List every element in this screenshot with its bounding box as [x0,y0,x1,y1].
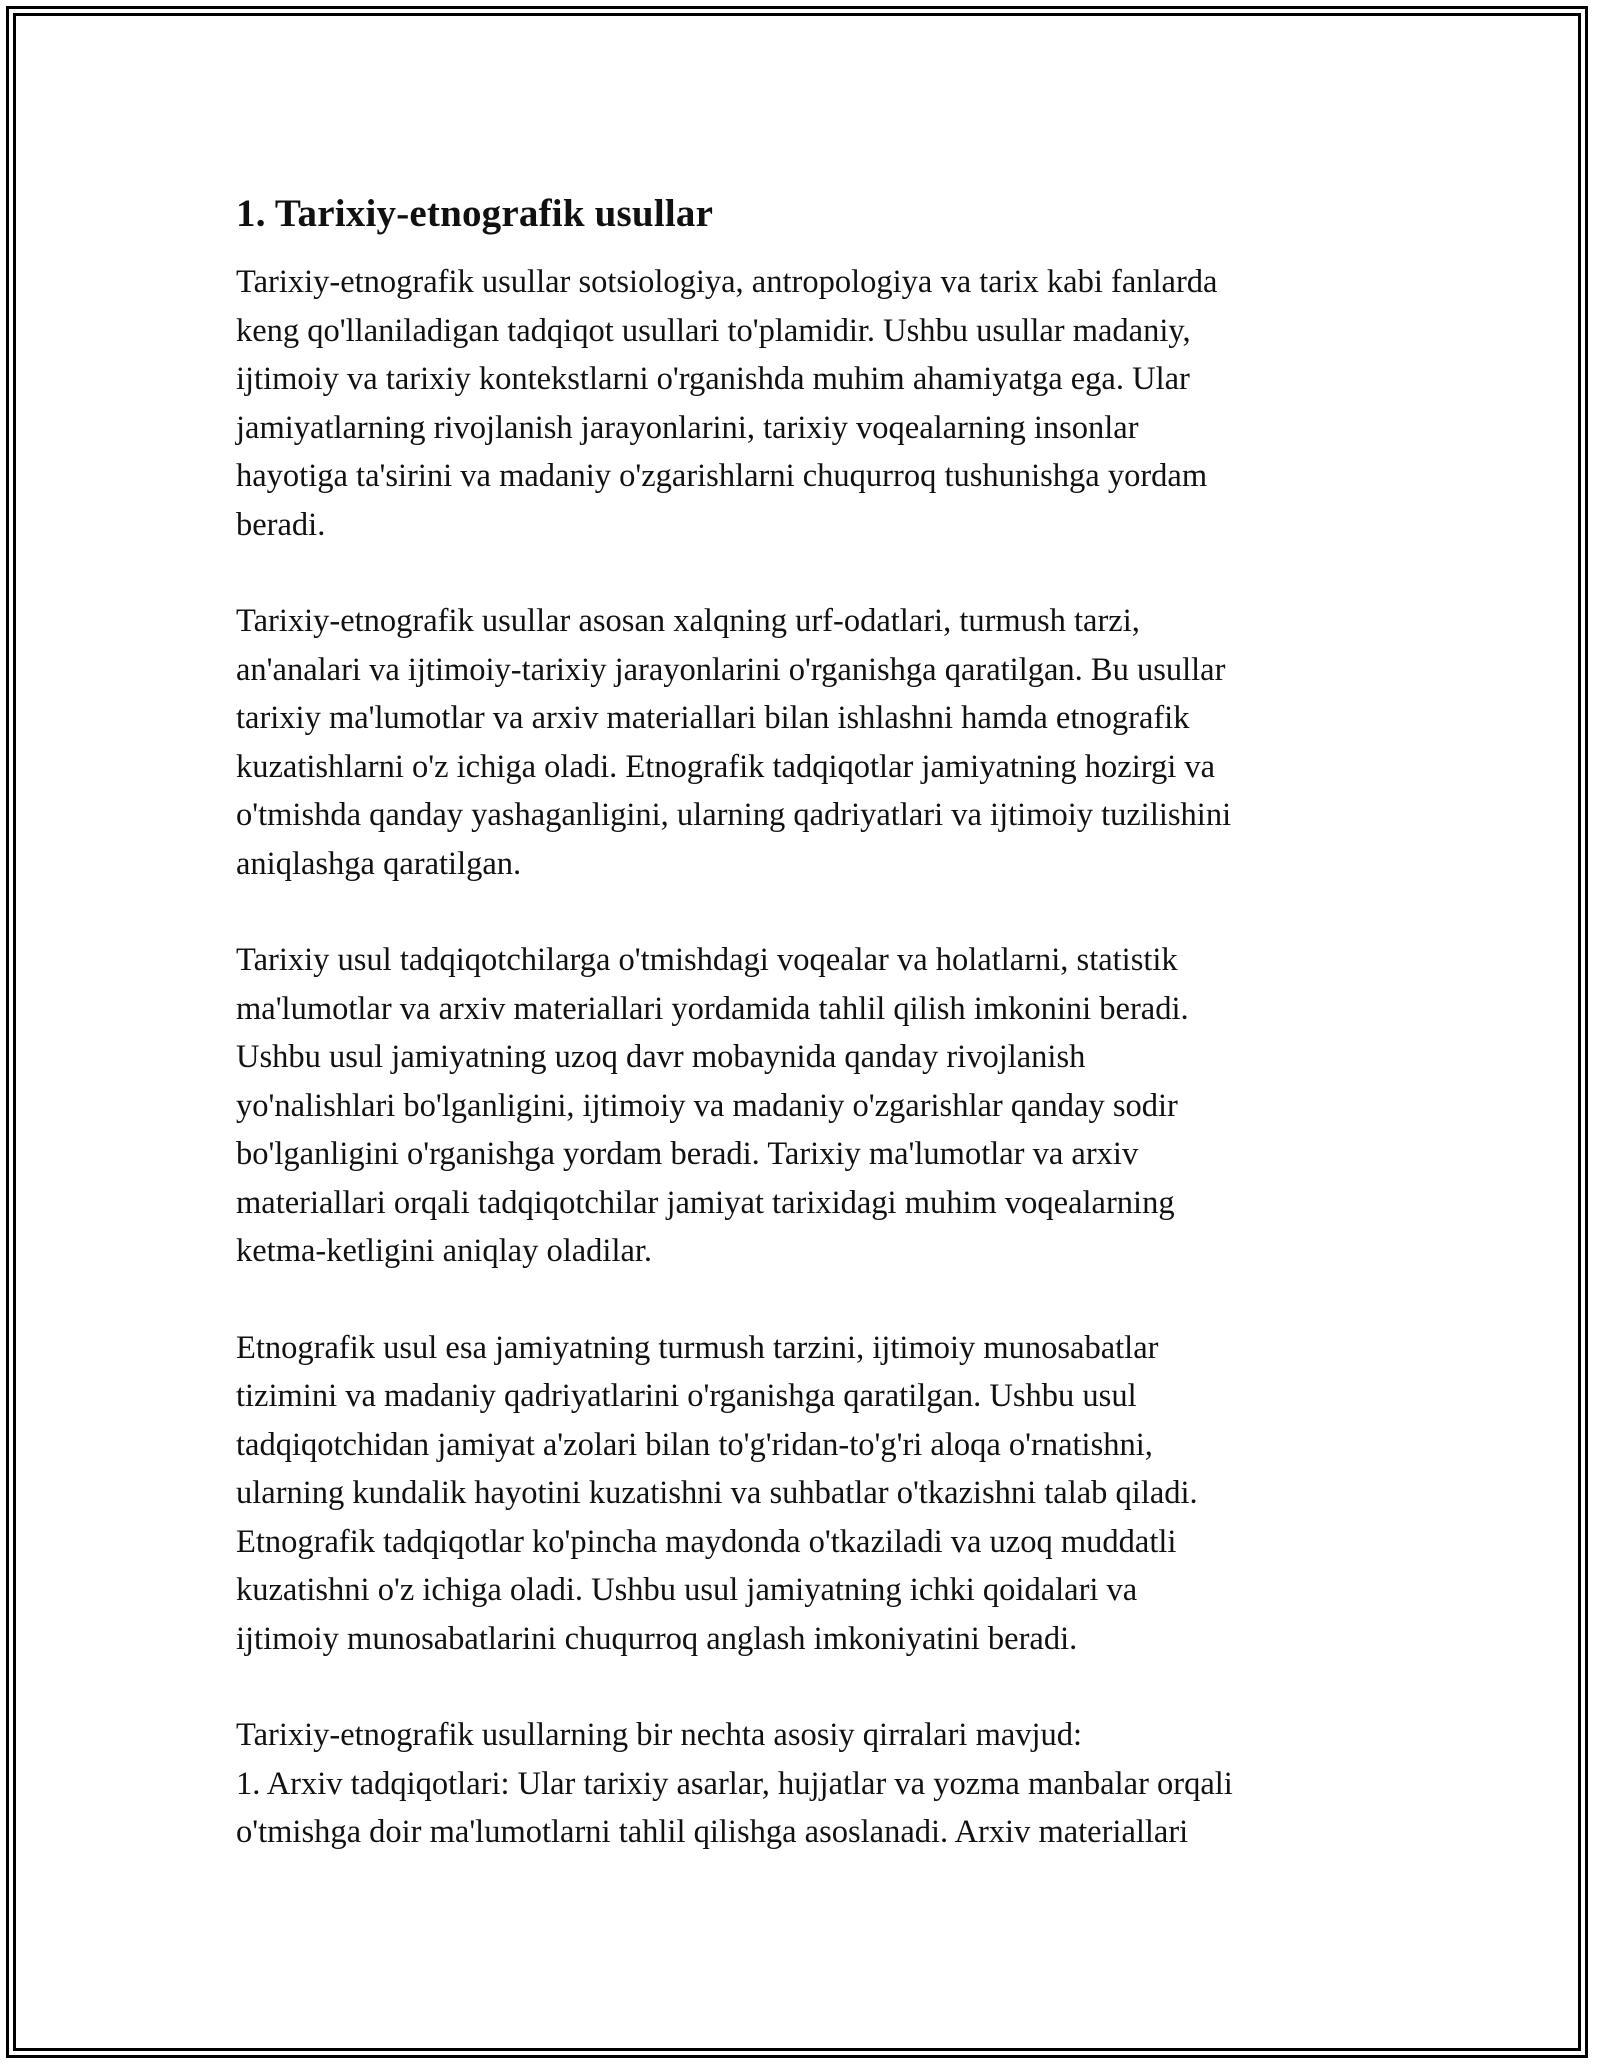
paragraph-aspects-list: Tarixiy-etnografik usullarning bir nechta asosiy qirralari mavjud: 1. Arxiv tadqiqotlari: Ular tarixiy asarlar, hujjatlar va yozma manbalar orqali o'tmishga doir ma'lumotlarni tahlil qilishga asoslanadi. Arxiv materiallari [236,1717,1233,1850]
document-body [236,186,1376,1857]
paragraph-historical-method: Tarixiy usul tadqiqotchilarga o'tmishdagi voqealar va holatlarni, statistik ma'lumotlar va arxiv materiallari yordamida tahlil qilish imkonini beradi. Ushbu usul jamiyatning uzoq davr mobaynida qanday rivojlanish yo'nalishlari bo'lganligini, ijtimoiy va madaniy o'zgarishlar qanday sodir bo'lganligini o'rganishga yordam beradi. Tarixiy ma'lumotlar va arxiv materiallari orqali tadqiqotchilar jamiyat tarixidagi muhim voqealarning ketma-ketligini aniqlay oladilar. [236,942,1189,1269]
paragraph-customs: Tarixiy-etnografik usullar asosan xalqning urf-odatlari, turmush tarzi, an'analari va ijtimoiy-tarixiy jarayonlarini o'rganishga qaratilgan. Bu usullar tarixiy ma'lumotlar va arxiv materiallari bilan ishlashni hamda etnografik kuzatishlarni o'z ichiga oladi. Etnografik tadqiqotlar jamiyatning hozirgi va o'tmishda qanday yashaganligini, ularning qadriyatlari va ijtimoiy tuzilishini aniqlashga qaratilgan. [236,603,1232,882]
paragraph-intro: Tarixiy-etnografik usullar sotsiologiya, antropologiya va tarix kabi fanlarda keng qo'llaniladigan tadqiqot usullari to'plamidir. Ushbu usullar madaniy, ijtimoiy va tarixiy kontekstlarni o'rganishda muhim ahamiyatga ega. Ular jamiyatlarning rivojlanish jarayonlarini, tarixiy voqealarning insonlar hayotiga ta'sirini va madaniy o'zgarishlarni chuqurroq tushunishga yordam beradi. [236,264,1218,543]
section-heading: 1. Tarixiy-etnografik usullar [236,192,714,235]
paragraph-ethnographic-method: Etnografik usul esa jamiyatning turmush tarzini, ijtimoiy munosabatlar tizimini va madaniy qadriyatlarini o'rganishga qaratilgan. Ushbu usul tadqiqotchidan jamiyat a'zolari bilan to'g'ridan-to'g'ri aloqa o'rnatishni, ularning kundalik hayotini kuzatishni va suhbatlar o'tkazishni talab qiladi. Etnografik tadqiqotlar ko'pincha maydonda o'tkaziladi va uzoq muddatli kuzatishni o'z ichiga oladi. Ushbu usul jamiyatning ichki qoidalari va ijtimoiy munosabatlarini chuqurroq anglash imkoniyatini beradi. [236,1329,1198,1657]
